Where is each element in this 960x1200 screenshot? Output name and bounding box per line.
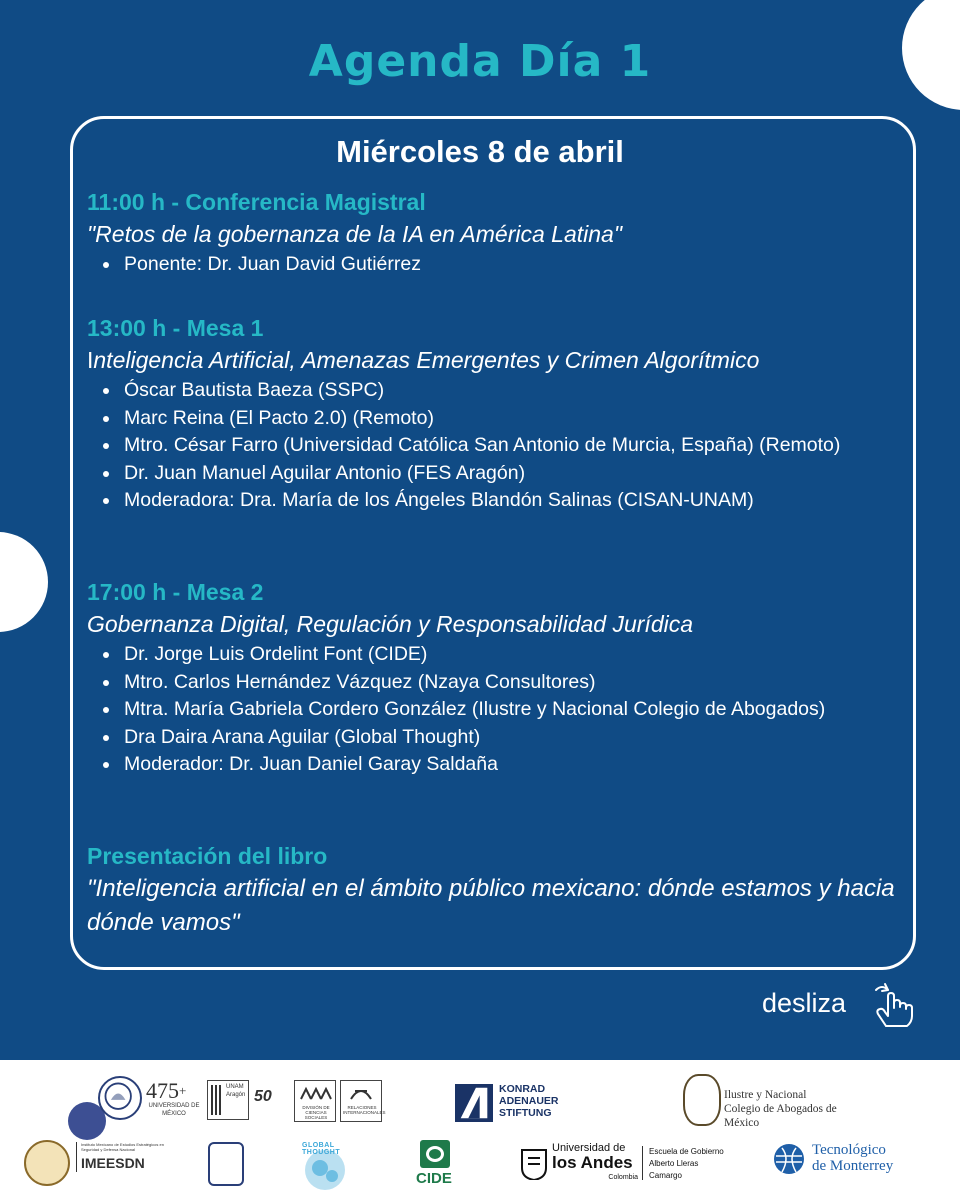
uniandes-logo <box>520 1142 730 1188</box>
session-time: 13:00 h - Mesa 1 <box>87 315 264 341</box>
konrad-line3: STIFTUNG <box>499 1107 552 1119</box>
relaciones-internacionales-logo <box>340 1080 386 1122</box>
swipe-hint[interactable] <box>762 982 922 1032</box>
tec-globe-icon <box>772 1142 806 1176</box>
list-item: Dra Daira Arana Aguilar (Global Thought) <box>87 724 907 752</box>
uniandes-line2: los Andes <box>552 1153 633 1172</box>
colegio-abogados-crest-icon <box>683 1074 721 1126</box>
unam-475-caption: UNIVERSIDAD DE MÉXICO <box>148 1103 200 1117</box>
global-thought-text: GLOBAL THOUGHT <box>302 1142 341 1156</box>
session-subtitle-initial: I <box>87 347 94 373</box>
fes-aragon-text: UNAM Aragón <box>226 1084 246 1098</box>
session-mesa-1 <box>87 312 907 515</box>
session-book-presentation <box>87 840 907 940</box>
session-list <box>87 641 907 779</box>
session-time: 17:00 h - Mesa 2 <box>87 579 264 605</box>
konrad-line2: ADENAUER <box>499 1095 559 1107</box>
unam-small-seal-icon <box>208 1142 244 1186</box>
agenda-date: Miércoles 8 de abril <box>336 134 624 169</box>
list-item: Dr. Juan Manuel Aguilar Antonio (FES Aragón) <box>87 460 907 488</box>
session-subtitle-rest: nteligencia Artificial, Amenazas Emergentes y Crimen Algorítmico <box>93 347 760 373</box>
escuela-line1: Escuela de Gobierno <box>649 1147 724 1156</box>
uniandes-crest-icon <box>520 1148 548 1180</box>
konrad-line1: KONRAD <box>499 1083 546 1095</box>
unam-475-logo <box>146 1080 202 1118</box>
imeesdn-acronym: IMEESDN <box>81 1155 145 1171</box>
global-thought-logo <box>292 1134 358 1200</box>
list-item: Marc Reina (El Pacto 2.0) (Remoto) <box>87 405 907 433</box>
swipe-label: desliza <box>762 988 847 1018</box>
tec-line2: de Monterrey <box>812 1158 894 1174</box>
fes-50-logo: 50 <box>254 1088 272 1105</box>
colegio-abogados-text: Ilustre y Nacional Colegio de Abogados de México <box>724 1089 837 1129</box>
session-time: Presentación del libro <box>87 843 328 869</box>
cide-text: CIDE <box>416 1170 452 1187</box>
tec-monterrey-logo <box>772 1140 902 1180</box>
unam-seal-icon <box>98 1076 142 1120</box>
list-item: Óscar Bautista Baeza (SSPC) <box>87 377 907 405</box>
sponsors-footer <box>0 1060 960 1200</box>
unam-475-plus: + <box>179 1083 187 1098</box>
session-list <box>87 377 907 515</box>
list-item: Ponente: Dr. Juan David Gutiérrez <box>87 251 907 279</box>
session-subtitle: Gobernanza Digital, Regulación y Responsabilidad Jurídica <box>87 611 694 637</box>
division-text: DIVISIÓN DE CIENCIAS SOCIALES <box>302 1105 330 1120</box>
session-subtitle: "Retos de la gobernanza de la IA en América Latina" <box>87 221 623 247</box>
book-title: "Inteligencia artificial en el ámbito público mexicano: dónde estamos y hacia dónde vamos" <box>87 875 895 936</box>
relaciones-text: RELACIONES INTERNACIONALES <box>343 1105 386 1115</box>
session-time: 11:00 h - Conferencia Magistral <box>87 189 426 215</box>
list-item: Mtra. María Gabriela Cordero González (Ilustre y Nacional Colegio de Abogados) <box>87 696 907 724</box>
cide-logo <box>414 1140 458 1190</box>
list-item: Dr. Jorge Luis Ordelint Font (CIDE) <box>87 641 907 669</box>
imeesdn-logo <box>76 1142 166 1172</box>
decorative-circle-left <box>0 532 48 632</box>
uniandes-line3: Colombia <box>608 1174 638 1181</box>
konrad-mark-icon <box>455 1084 493 1122</box>
list-item: Moderadora: Dra. María de los Ángeles Blandón Salinas (CISAN-UNAM) <box>87 487 907 515</box>
escuela-line2: Alberto Lleras Camargo <box>649 1159 699 1180</box>
imeesdn-seal-icon <box>24 1140 70 1186</box>
list-item: Mtro. César Farro (Universidad Católica San Antonio de Murcia, España) (Remoto) <box>87 432 907 460</box>
list-item: Moderador: Dr. Juan Daniel Garay Saldaña <box>87 751 907 779</box>
fes-aragon-logo <box>207 1080 249 1120</box>
hand-swipe-icon <box>872 982 916 1028</box>
tec-line1: Tecnológico <box>812 1142 886 1158</box>
session-subtitle <box>87 344 907 376</box>
session-keynote <box>87 186 907 279</box>
unam-475-number: 475 <box>146 1078 179 1103</box>
list-item: Mtro. Carlos Hernández Vázquez (Nzaya Consultores) <box>87 669 907 697</box>
session-mesa-2 <box>87 576 907 779</box>
division-ciencias-sociales-logo <box>294 1080 336 1122</box>
uniandes-line1: Universidad de <box>552 1142 626 1154</box>
konrad-adenauer-logo <box>455 1084 585 1124</box>
session-list <box>87 251 907 279</box>
cide-mark-icon <box>420 1140 450 1168</box>
page-title: Agenda Día 1 <box>308 36 652 87</box>
imeesdn-small-text: Instituto Mexicano de Estudios Estratégicos en Seguridad y Defensa Nacional <box>81 1142 164 1152</box>
